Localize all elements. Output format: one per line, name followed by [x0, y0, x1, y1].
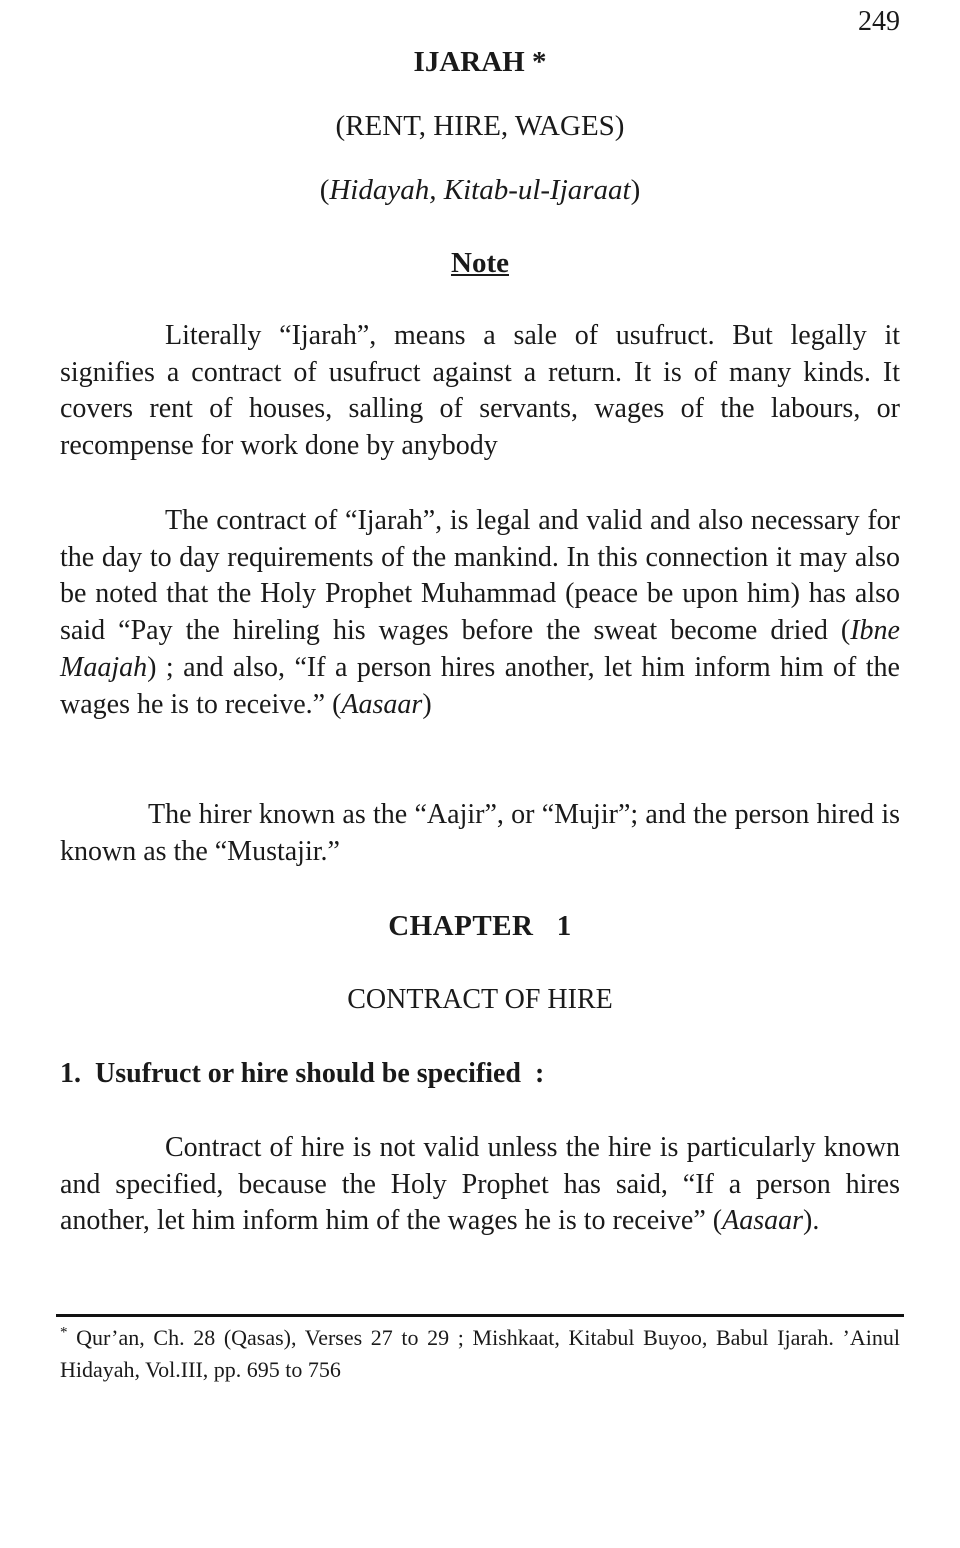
- source-title: Hidayah, Kitab-ul-Ijaraat: [329, 174, 631, 206]
- footnote-text: Qur’an, Ch. 28 (Qasas), Verses 27 to 29 ; Mishkaat, Kitabul Buyoo, Babul Ijarah. ’Ainul Hidayah, Vol.III, pp. 695 to 756: [60, 1325, 900, 1382]
- section-paragraph: [60, 1130, 900, 1240]
- note-paragraph-2-text-a: The contract of “Ijarah”, is legal and valid and also necessary for the day to day requirements of the mankind. In this connection it may also be noted that the Holy Prophet Muhammad (peace be upon him) has also said “Pay the hireling his wages before the sweat become dried (: [60, 505, 900, 647]
- note-paragraph-2-text-c: ): [422, 688, 432, 720]
- chapter-title: CHAPTER 1: [388, 910, 572, 942]
- section-heading: 1. Usufruct or hire should be specified :: [60, 1058, 545, 1089]
- section-paragraph-text-a: Contract of hire is not valid unless the hire is particularly known and specified, because the Holy Prophet has said, “If a person hires another, let him inform him of the wages he is to receive” (: [60, 1132, 900, 1237]
- note-paragraph-2-text-b: ) ; and also, “If a person hires another, let him inform him of the wages he is to receive.” (: [60, 651, 900, 720]
- footnote-mark: *: [60, 1324, 68, 1341]
- page-title: IJARAH *: [413, 46, 547, 78]
- section-paragraph-text-b: ).: [803, 1205, 820, 1237]
- note-paragraph-1: Literally “Ijarah”, means a sale of usufruct. But legally it signifies a contract of usufruct against a return. It is of many kinds. It covers rent of houses, salling of servants, wages of the labours, or recompense for work done by anybody: [60, 320, 900, 462]
- source-reference: [60, 172, 900, 208]
- note-paragraph-2: [60, 503, 900, 723]
- citation-ibne-maajah: Ibne Maajah: [60, 615, 900, 683]
- page-subtitle: (RENT, HIRE, WAGES): [335, 110, 625, 142]
- chapter-subtitle: CONTRACT OF HIRE: [347, 984, 613, 1015]
- note-paragraph-3: The hirer known as the “Aajir”, or “Mujir”; and the person hired is known as the “Mustajir.”: [60, 799, 900, 867]
- page-number: 249: [858, 6, 900, 37]
- source-open-paren: (: [319, 174, 330, 206]
- source-close-paren: ): [630, 174, 641, 206]
- citation-aasaar-2: Aasaar: [722, 1205, 804, 1237]
- note-heading: Note: [451, 247, 509, 279]
- citation-aasaar: Aasaar: [341, 688, 423, 720]
- footnote: [60, 1322, 900, 1386]
- footnote-divider: [56, 1314, 904, 1317]
